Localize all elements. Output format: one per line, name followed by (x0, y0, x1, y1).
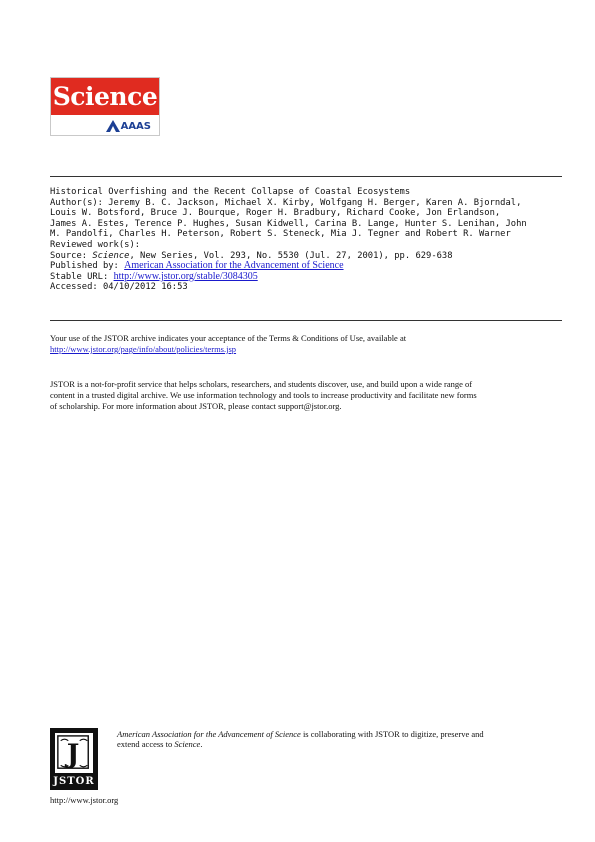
collab-journal: Science (174, 739, 201, 749)
science-logo (50, 77, 160, 136)
aaas-wordmark (106, 119, 151, 133)
about-line-2: content in a trusted digital archive. We use information technology and tools to increase productivity and facilitate new forms (50, 390, 477, 400)
about-jstor (50, 379, 560, 412)
jstor-logo (50, 728, 98, 790)
source-journal: Science (92, 250, 130, 261)
collab-publisher: American Association for the Advancement of Science (117, 729, 301, 739)
authors-line-3: James A. Estes, Terence P. Hughes, Susan Kidwell, Carina B. Lange, Hunter S. Lenihan, John (50, 218, 527, 229)
top-rule (50, 176, 562, 177)
stable-url-line (50, 272, 560, 283)
collab-end: . (200, 739, 203, 749)
science-wordmark: Science (51, 78, 159, 115)
source-label: Source: (50, 250, 93, 261)
terms-notice (50, 333, 560, 355)
stable-url-link[interactable]: http://www.jstor.org/stable/3084305 (113, 270, 258, 282)
authors-line-1: Author(s): Jeremy B. C. Jackson, Michael X. Kirby, Wolfgang H. Berger, Karen A. Bjorndal, (50, 197, 522, 208)
terms-text: Your use of the JSTOR archive indicates your acceptance of the Terms & Conditions of Use, available at (50, 333, 407, 343)
authors-line-2: Louis W. Botsford, Bruce J. Bourque, Roger H. Bradbury, Richard Cooke, Jon Erlandson, (50, 208, 501, 219)
about-line-3: of scholarship. For more information about JSTOR, please contact support@jstor.org. (50, 401, 342, 411)
jstor-url: http://www.jstor.org (50, 795, 119, 805)
authors-line-4: M. Pandolfi, Charles H. Peterson, Robert S. Steneck, Mia J. Tegner and Robert R. Warner (50, 229, 511, 240)
jstor-emblem-icon (54, 732, 94, 774)
about-line-1: JSTOR is a not-for-profit service that helps scholars, researchers, and students discover, use, and build upon a wide range of (50, 379, 473, 389)
citation-block (50, 187, 560, 293)
stable-url-label: Stable URL: (50, 271, 114, 282)
collab-middle: is collaborating with JSTOR to digitize, preserve and (300, 729, 484, 739)
source-details: , New Series, Vol. 293, No. 5530 (Jul. 27, 2001), pp. 629-638 (129, 250, 453, 261)
collaboration-statement (117, 729, 557, 749)
published-label: Published by: (50, 261, 125, 272)
svg-text:J: J (66, 738, 80, 770)
aaas-label: AAAS (120, 120, 151, 132)
aaas-icon (106, 120, 120, 132)
reviewed-works: Reviewed work(s): (50, 239, 141, 250)
article-title: Historical Overfishing and the Recent Collapse of Coastal Ecosystems (50, 187, 411, 197)
collab-line2: extend access to (117, 739, 175, 749)
accessed-date: Accessed: 04/10/2012 16:53 (50, 282, 188, 293)
jstor-emblem-icon (55, 733, 93, 773)
publisher-link[interactable]: American Association for the Advancement of Science (124, 260, 344, 272)
jstor-wordmark: JSTOR (53, 776, 95, 787)
terms-link[interactable]: http://www.jstor.org/page/info/about/policies/terms.jsp (50, 344, 237, 354)
middle-rule (50, 320, 562, 321)
